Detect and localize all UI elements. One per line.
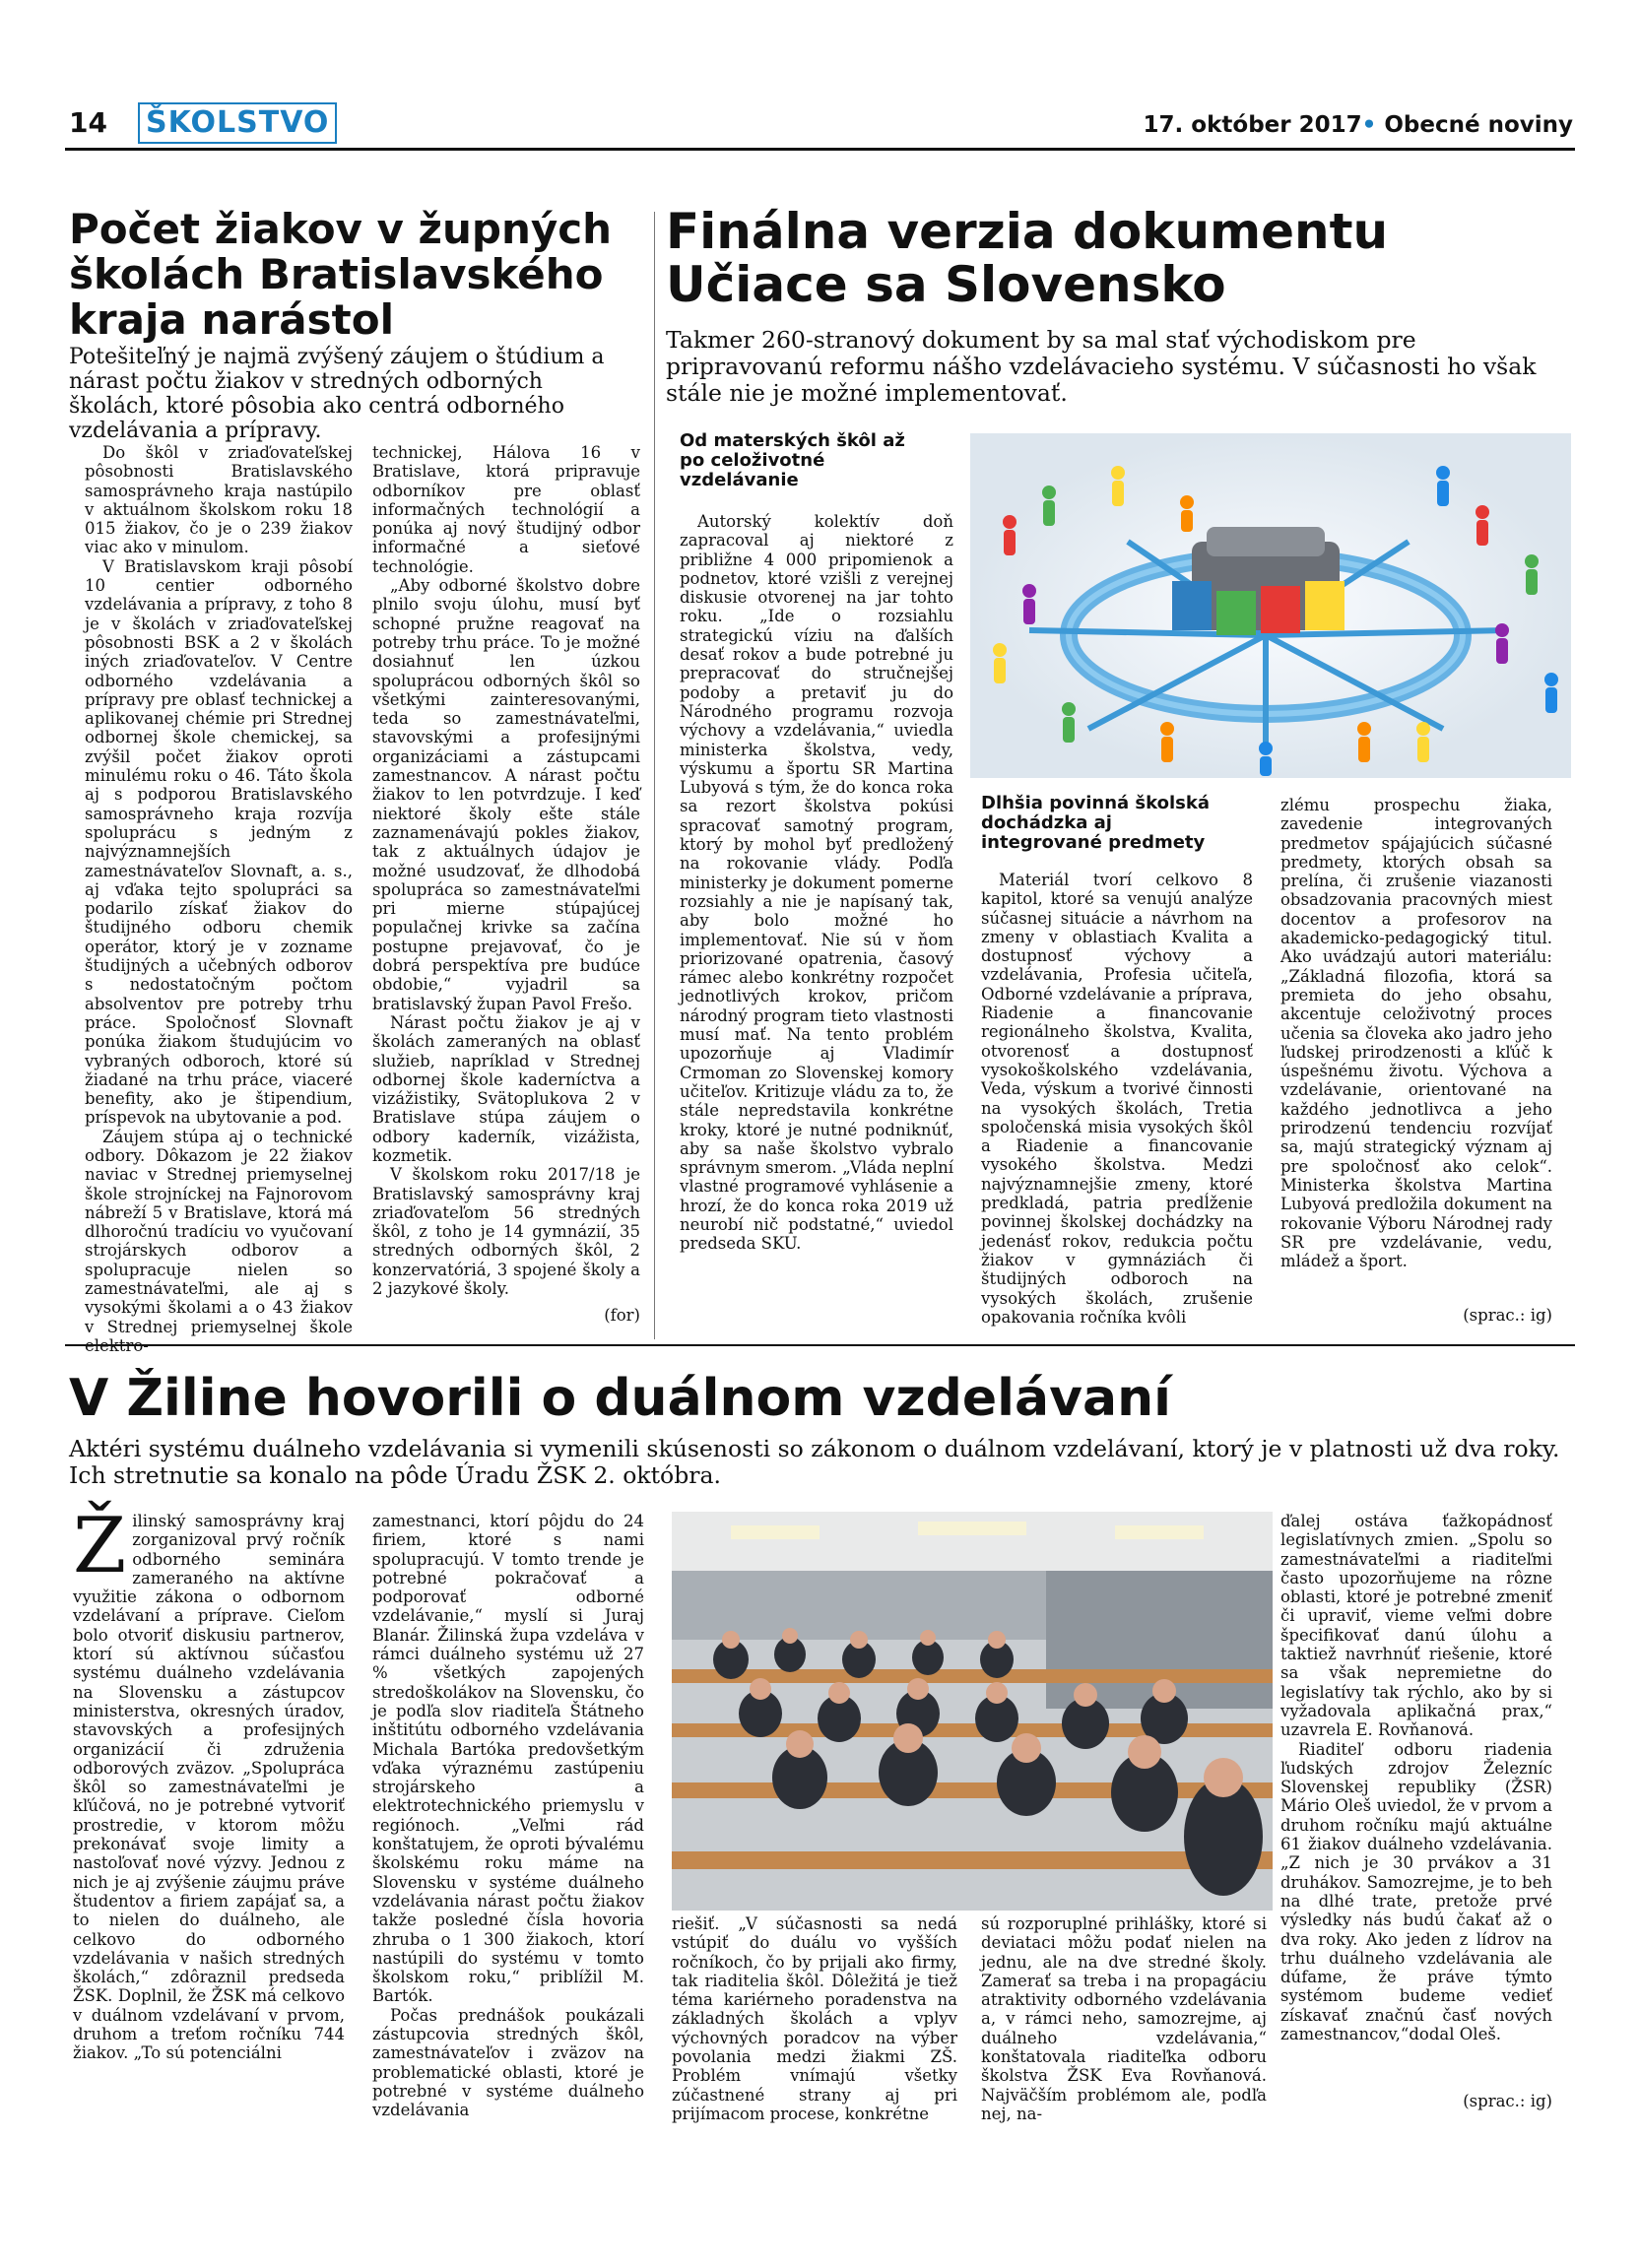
page-number: 14 [69, 106, 107, 139]
header-rule [65, 148, 1575, 151]
article3-column4 [981, 1914, 1267, 2123]
paragraph: Počas prednášok poukázali zástupcovia stredných škôl, zamestnávateľov i zväzov na problematické oblasti, ktoré je potrebné v systéme duálneho vzdelávania [372, 2005, 644, 2120]
paper-name: Obecné noviny [1384, 112, 1573, 138]
article3-column1 [73, 1502, 345, 2063]
column-divider [654, 212, 655, 1339]
article3-column5 [1280, 1512, 1552, 2043]
article1-lead: Potešiteľný je najmä zvýšený záujem o štúdium a nárast počtu žiakov v stredných odborných školách, ktoré pôsobia ako centrá odborného vzdelávania a prípravy. [69, 345, 605, 443]
issue-date: 17. október 2017 [1143, 112, 1362, 138]
dropcap: Ž [73, 1502, 127, 1590]
paragraph: V Bratislavskom kraji pôsobí 10 centier odborného vzdelávania a prípravy, z toho 8 je v školách v zriaďovateľskej pôsobnosti BSK a 2 v školách iných zriaďovateľov. V Centre odborného vzdelávania a prípravy pre oblasť technickej a aplikovanej chémie pri Strednej odbornej škole chemickej, sa zvýšil počet žiakov oproti minulému roku o 46. Táto škola aj s podporou Bratislavského samosprávneho kraja rozvíja spoluprácu s jedným z najvýznamnejších zamestnávateľov Slovnaft, a. s., aj vďaka tejto spolupráci sa podarilo získať žiakov do študijného odboru chemik operátor, ktorý je v zozname študijných a učebných odborov s nedostatočným počtom absolventov pre potreby trhu práce. Spoločnosť Slovnaft ponúka žiakom študujúcim vo vybraných odboroch, ktoré sú žiadané na trhu práce, viaceré benefity, ako je štipendium, príspevok na ubytovanie a pod. [85, 556, 353, 1128]
section-rule [65, 1344, 1575, 1346]
article2-column1 [680, 512, 953, 1254]
article2-subheading1: Od materských škôl až po celoživotné vzdelávanie [680, 430, 905, 490]
paragraph: V školskom roku 2017/18 je Bratislavský samosprávny kraj zriaďovateľom 56 stredných škôl, z toho je 14 gymnázií, 35 stredných odborných škôl, 2 konzervatóriá, 3 spojené školy a 2 jazykové školy. [372, 1165, 640, 1299]
paragraph: Riaditeľ odboru riadenia ľudských zdrojov Železníc Slovenskej republiky (ŽSR) Mário Oleš uviedol, že v prvom a druhom ročníku majú aktuálne 61 žiakov duálneho vzdelávania. „Z nich je 30 prvákov a 31 druhákov. Samozrejme, je to beh na dlhé trate, pretože prvé výsledky nás budú čakať až o dva roky. Ako jeden z lídrov na trhu duálneho vzdelávania ale dúfame, že práve týmto systémom budeme vedieť získavať značnú časť nových zamestnancov,“dodal Oleš. [1280, 1739, 1552, 2044]
paragraph: Materiál tvorí celkovo 8 kapitol, ktoré sa venujú analýze súčasnej situácie a návrhom na zmeny v oblastiach Kvalita a dostupnosť výchovy a vzdelávania, Profesia učiteľa, Odborné vzdelávanie a príprava, Riadenie a financovanie regionálneho školstva, Kvalita, otvorenosť a dostupnosť vysokoškolského vzdelávania, Veda, výskum a tvorivé činnosti na vysokých školách, Tretia spoločenská misia vysokých škôl a Riadenie a financovanie vysokého školstva. Medzi najvýznamnejšie zmeny, ktoré predkladá, patria predĺženie povinnej školskej dochádzky na jedenásť rokov, redukcia počtu žiakov v gymnáziách či študijných odboroch na vysokých školách, zrušenie opakovania ročníka kvôli [981, 871, 1253, 1327]
article1-column1 [85, 443, 353, 1355]
article2-title: Finálna verzia dokumentu Učiace sa Slovensko [666, 203, 1389, 313]
article3-signature: (sprac.: ig) [1463, 2092, 1552, 2110]
article3-lead: Aktéri systému duálneho vzdelávania si vymenili skúsenosti so zákonom o duálnom vzdelávaní, ktorý je v platnosti už dva roky. Ich stretnutie sa konalo na pôde Úradu ŽSK 2. októbra. [69, 1435, 1560, 1489]
issue-date-line [1144, 110, 1573, 140]
paragraph: „Aby odborné školstvo dobre plnilo svoju úlohu, musí byť schopné pružne reagovať na potreby trhu práce. To je možné dosiahnuť len úzkou spoluprácou odborných škôl so všetkými zainteresovanými, teda so zamestnávateľmi, stavovskými a profesijnými organizáciami a zástupcami zamestnancov. A nárast počtu žiakov to len potvrdzuje. I keď niektoré školy ešte stále zaznamenávajú pokles žiakov, tak z aktuálnych údajov je možné usudzovať, že dlhodobá spolupráca so zamestnávateľmi pri mierne stúpajúcej populačnej krivke sa začína postupne prejavovať, čo je dobrá perspektíva pre budúce obdobie,“ vyjadril sa bratislavský župan Pavol Frešo. [372, 576, 640, 1013]
article2-subheading2: Dlhšia povinná školská dochádzka aj integrované predmety [981, 793, 1210, 853]
article2-signature: (sprac.: ig) [1463, 1306, 1552, 1325]
seminar-photo [672, 1512, 1273, 1911]
article2-column3 [1280, 796, 1552, 1270]
article3-column3 [672, 1914, 957, 2123]
paragraph: sú rozporuplné prihlášky, ktoré si deviataci môžu podať nielen na jednu, ale na dve stredné školy. Zamerať sa treba i na propagáciu atraktivity odborného vzdelávania a, v rámci neho, samozrejme, aj duálneho vzdelávania,“ konštatovala riaditeľka odboru školstva ŽSK Eva Rovňanová. Najväčším problémom ale, podľa nej, na- [981, 1914, 1267, 2123]
article2-column2 [981, 871, 1253, 1327]
paragraph: riešiť. „V súčasnosti sa nedá vstúpiť do duálu vo vyšších ročníkoch, čo by prijali ako firmy, tak riaditelia škôl. Dôležitá je tiež téma kariérneho poradenstva na základných školách a vplyv výchovných poradcov na výber povolania medzi žiakmi ZŠ. Problém vnímajú všetky zúčastnené strany aj pri prijímacom procese, konkrétne [672, 1914, 957, 2123]
paragraph: Autorský kolektív doň zapracoval aj niektoré z približne 4 000 pripomienok a podnetov, ktoré vzišli z verejnej diskusie otvorenej na jar tohto roku. „Ide o rozsiahlu strategickú víziu na ďalších desať rokov a bude potrebné ju prepracovať do stručnejšej podoby a pretaviť ju do Národného programu rozvoja výchovy a vzdelávania,“ uviedla ministerka školstva, vedy, výskumu a športu SR Martina Lubyová s tým, že do konca roka sa rezort školstva pokúsi spracovať samotný program, ktorý by mohol byť predložený na rokovanie vlády. Podľa ministerky je dokument pomerne rozsiahly a nie je napísaný tak, aby bolo možné ho implementovať. Nie sú v ňom priorizované opatrenia, časový rámec alebo konkrétny rozpočet jednotlivých krokov, pričom národný program tieto vlastnosti musí mať. Na tento problém upozorňuje aj Vladimír Crmoman zo Slovenskej komory učiteľov. Kritizuje vládu za to, že stále nepredstavila konkrétne kroky, ktoré je nutné podniknúť, aby sa naše školstvo vybralo správnym smerom. „Vláda neplní vlastné programové vyhlásenie a hrozí, že do konca roka 2019 už neurobí nič podstatné,“ uviedol predseda SKU. [680, 512, 953, 1254]
article3-title: V Žiline hovorili o duálnom vzdelávaní [69, 1369, 1171, 1428]
paragraph: Nárast počtu žiakov je aj v školách zameraných na oblasť služieb, napríklad v Strednej odbornej škole kaderníctva a vizážistiky, Svätoplukova 2 v Bratislave stúpa záujem o odbory kaderník, vizážista, kozmetik. [372, 1012, 640, 1165]
paragraph: Do škôl v zriaďovateľskej pôsobnosti Bratislavského samosprávneho kraja nastúpilo v aktuálnom školskom roku 18 015 žiakov, čo je o 239 žiakov viac ako v minulom. [85, 443, 353, 557]
paragraph: ilinský samosprávny kraj zorganizoval prvý ročník odborného seminára zameraného na aktívne využitie zákona o odbornom vzdelávaní a príprave. Cieľom bolo otvoriť diskusiu partnerov, ktorí sú aktívnou súčasťou systému duálneho vzdelávania na Slovensku a zástupcov ministerstva, okresných úradov, stavovských a profesijných organizácií či združenia odborových zväzov. „Spolupráca škôl so zamestnávateľmi je kľúčová, no je potrebné vytvoriť prostredie, v ktorom môžu prekonávať svoje limity a nastoľovať nové výzvy. Jednou z nich je aj zvýšenie záujmu práve študentov a firiem zapájať sa, a to nielen do duálneho, ale celkovo do odborného vzdelávania v našich stredných školách,“ zdôraznil predseda ŽSK. Doplnil, že ŽSK má celkovo v duálnom vzdelávaní v prvom, druhom a treťom ročníku 744 žiakov. „To sú potenciálni [73, 1512, 345, 2063]
paragraph: ďalej ostáva ťažkopádnosť legislatívnych zmien. „Spolu so zamestnávateľmi a riaditeľmi často upozorňujeme na rôzne oblasti, ktoré je potrebné zmeniť či upraviť, vieme veľmi dobre špecifikovať danú úlohu a taktiež navrhnúť riešenie, ktoré sa však nepremietne do legislatívy tak rýchlo, ako by si vyžadovala aplikačná prax,“ uzavrela E. Rovňanová. [1280, 1512, 1552, 1740]
paragraph: Záujem stúpa aj o technické odbory. Dôkazom je 22 žiakov naviac v Strednej priemyselnej škole strojníckej na Fajnorovom nábreží 5 v Bratislave, ktorá má dlhoročnú tradíciu vo vyučovaní strojárskych odborov a spolupracuje nielen so zamestnávateľmi, ale aj s vysokými školami a o 43 žiakov v Strednej priemyselnej škole [85, 1127, 353, 1336]
bullet: • [1361, 112, 1377, 138]
section-label: ŠKOLSTVO [138, 102, 337, 144]
paragraph: technickej, Hálova 16 v Bratislave, ktorá pripravuje odborníkov pre oblasť informačných technológií a ponúka aj nový študijný odbor informačné a sieťové technológie. [372, 443, 640, 576]
article1-column2 [372, 443, 640, 1298]
paragraph: zlému prospechu žiaka, zavedenie integrovaných predmetov spájajúcich súčasné predmety, ktorých obsah sa prelína, či zrušenie viazanosti obsadzovania pracovných miest docentov a profesorov na akademicko-pedagogický titul. Ako uvádzajú autori materiálu: „Základná filozofia, ktorá sa premieta do jeho obsahu, akcentuje celoživotný proces učenia sa človeka ako jadro jeho ľudskej prirodzenosti a kľúč k úspešnému životu. Výchova a vzdelávanie, orientované na každého jednotlivca a jeho prirodzenú tendenciu rozvíjať sa, majú strategický význam aj pre spoločnosť ako celok“. Ministerka školstva Martina Lubyová predložila dokument na rokovanie Výboru Národnej rady SR pre vzdelávanie, vedu, mládež a šport. [1280, 796, 1552, 1271]
article2-lead: Takmer 260-stranový dokument by sa mal stať východiskom pre pripravovanú reformu nášho vzdelávacieho systému. V súčasnosti ho však stále nie je možné implementovať. [666, 326, 1537, 407]
article1-title: Počet žiakov v župných školách Bratislavského kraja narástol [69, 205, 613, 344]
article3-column2 [372, 1512, 644, 2120]
paragraph: zamestnanci, ktorí pôjdu do 24 firiem, ktoré s nami spolupracujú. V tomto trende je potrebné pokračovať a podporovať odborné vzdelávanie,“ myslí si Juraj Blanár. Žilinská župa vzdeláva v rámci duálneho systému už 27 % všetkých zapojených stredoškolákov na Slovensku, čo je podľa slov riaditeľa Štátneho inštitútu odborného vzdelávania Michala Bartóka predovšetkým vďaka výraznému zastúpeniu strojárskeho a elektrotechnického priemyslu v regiónoch. „Veľmi rád konštatujem, že oproti bývalému školskému roku máme na Slovensku v systéme duálneho vzdelávania nárast počtu žiakov takže posledné čísla hovoria zhruba o 1 300 žiakoch, ktorí nastúpili do systému v tomto školskom roku,“ priblížil M. Bartók. [372, 1512, 644, 2006]
network-illustration [970, 433, 1571, 778]
article1-signature: (for) [604, 1306, 640, 1325]
